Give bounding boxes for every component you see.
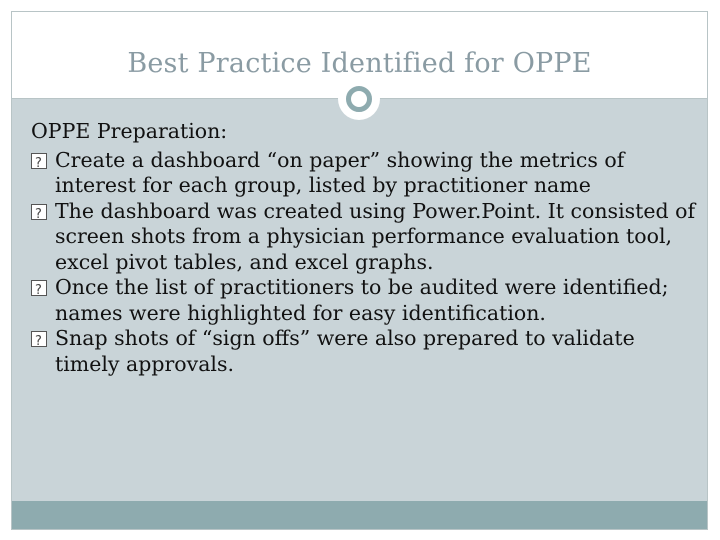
slide-content bbox=[31, 119, 699, 377]
bullet-text: Once the list of practitioners to be audited were identified; names were highlighted for easy identification. bbox=[55, 275, 669, 325]
ring-ornament-inner bbox=[346, 86, 372, 112]
content-heading: OPPE Preparation: bbox=[31, 119, 228, 143]
bullet-item bbox=[31, 275, 699, 326]
footer-band bbox=[12, 501, 707, 529]
missing-glyph-box-icon bbox=[31, 280, 47, 296]
bullet-item bbox=[31, 148, 699, 199]
slide-title: Best Practice Identified for OPPE bbox=[127, 48, 592, 79]
bullet-text: Create a dashboard “on paper” showing the metrics of interest for each group, listed by practitioner name bbox=[55, 147, 625, 197]
ring-ornament-icon bbox=[340, 80, 378, 118]
bullet-text: Snap shots of “sign offs” were also prepared to validate timely approvals. bbox=[55, 326, 635, 376]
bullet-item bbox=[31, 199, 699, 276]
missing-glyph-box-icon bbox=[31, 153, 47, 169]
bullet-text: The dashboard was created using Power.Point. It consisted of screen shots from a physician performance evaluation tool, excel pivot tables, and excel graphs. bbox=[55, 198, 696, 274]
missing-glyph-box-icon bbox=[31, 331, 47, 347]
missing-glyph-box-icon bbox=[31, 204, 47, 220]
bullet-item bbox=[31, 326, 699, 377]
